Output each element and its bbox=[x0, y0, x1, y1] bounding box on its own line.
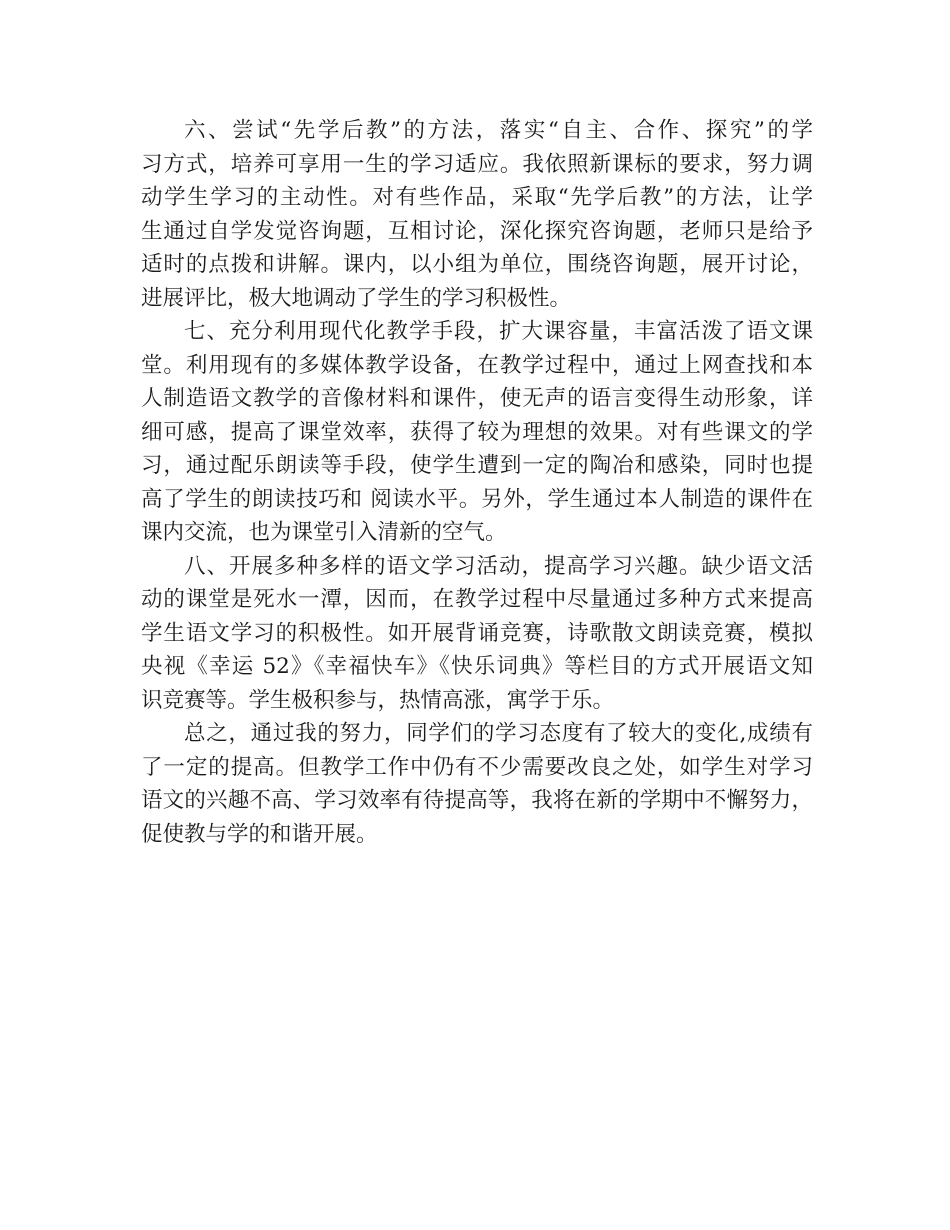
text-line: 生通过自学发觉咨询题，互相讨论，深化探究咨询题，老师只是给予 bbox=[141, 218, 813, 244]
text-line: 了一定的提高。但教学工作中仍有不少需要改良之处，如学生对学习 bbox=[141, 754, 813, 780]
text-line: 人制造语文教学的音像材料和课件，使无声的语言变得生动形象，详 bbox=[141, 386, 813, 411]
text-line: 促使教与学的和谐开展。 bbox=[141, 821, 378, 847]
text-line: 央视《幸运 52》《幸福快车》《快乐词典》等栏目的方式开展语文知 bbox=[141, 654, 813, 679]
text-line: 六、尝试“先学后教”的方法，落实“自主、合作、探究”的学 bbox=[184, 118, 813, 143]
text-line: 课内交流，也为课堂引入清新的空气。 bbox=[141, 520, 507, 545]
text-line: 八、开展多种多样的语文学习活动，提高学习兴趣。缺少语文活 bbox=[184, 553, 813, 579]
text-line: 高了学生的朗读技巧和 阅读水平。另外，学生通过本人制造的课件在 bbox=[141, 486, 813, 512]
text-line: 总之，通过我的努力，同学们的学习态度有了较大的变化,成绩有 bbox=[184, 721, 813, 746]
text-line: 动学生学习的主动性。对有些作品，采取“先学后教”的方法，让学 bbox=[141, 185, 813, 210]
text-line: 识竞赛等。学生极积参与，热情高涨，寓学于乐。 bbox=[141, 687, 615, 713]
text-line: 细可感，提高了课堂效率，获得了较为理想的效果。对有些课文的学 bbox=[141, 419, 813, 445]
text-line: 动的课堂是死水一潭，因而，在教学过程中尽量通过多种方式来提高 bbox=[141, 587, 813, 612]
text-line: 习方式，培养可享用一生的学习适应。我依照新课标的要求，努力调 bbox=[141, 151, 813, 177]
text-line: 习，通过配乐朗读等手段，使学生遭到一定的陶冶和感染，同时也提 bbox=[141, 453, 813, 478]
text-line: 学生语文学习的积极性。如开展背诵竞赛，诗歌散文朗读竞赛，模拟 bbox=[141, 620, 813, 646]
text-line: 七、充分利用现代化教学手段，扩大课容量，丰富活泼了语文课 bbox=[184, 319, 813, 344]
text-line: 进展评比，极大地调动了学生的学习积极性。 bbox=[141, 285, 572, 311]
text-line: 适时的点拨和讲解。课内，以小组为单位，围绕咨询题，展开讨论， bbox=[141, 252, 813, 277]
document-body bbox=[141, 114, 813, 851]
text-line: 语文的兴趣不高、学习效率有待提高等，我将在新的学期中不懈努力， bbox=[141, 788, 813, 813]
text-line: 堂。利用现有的多媒体教学设备，在教学过程中，通过上网查找和本 bbox=[141, 352, 813, 378]
